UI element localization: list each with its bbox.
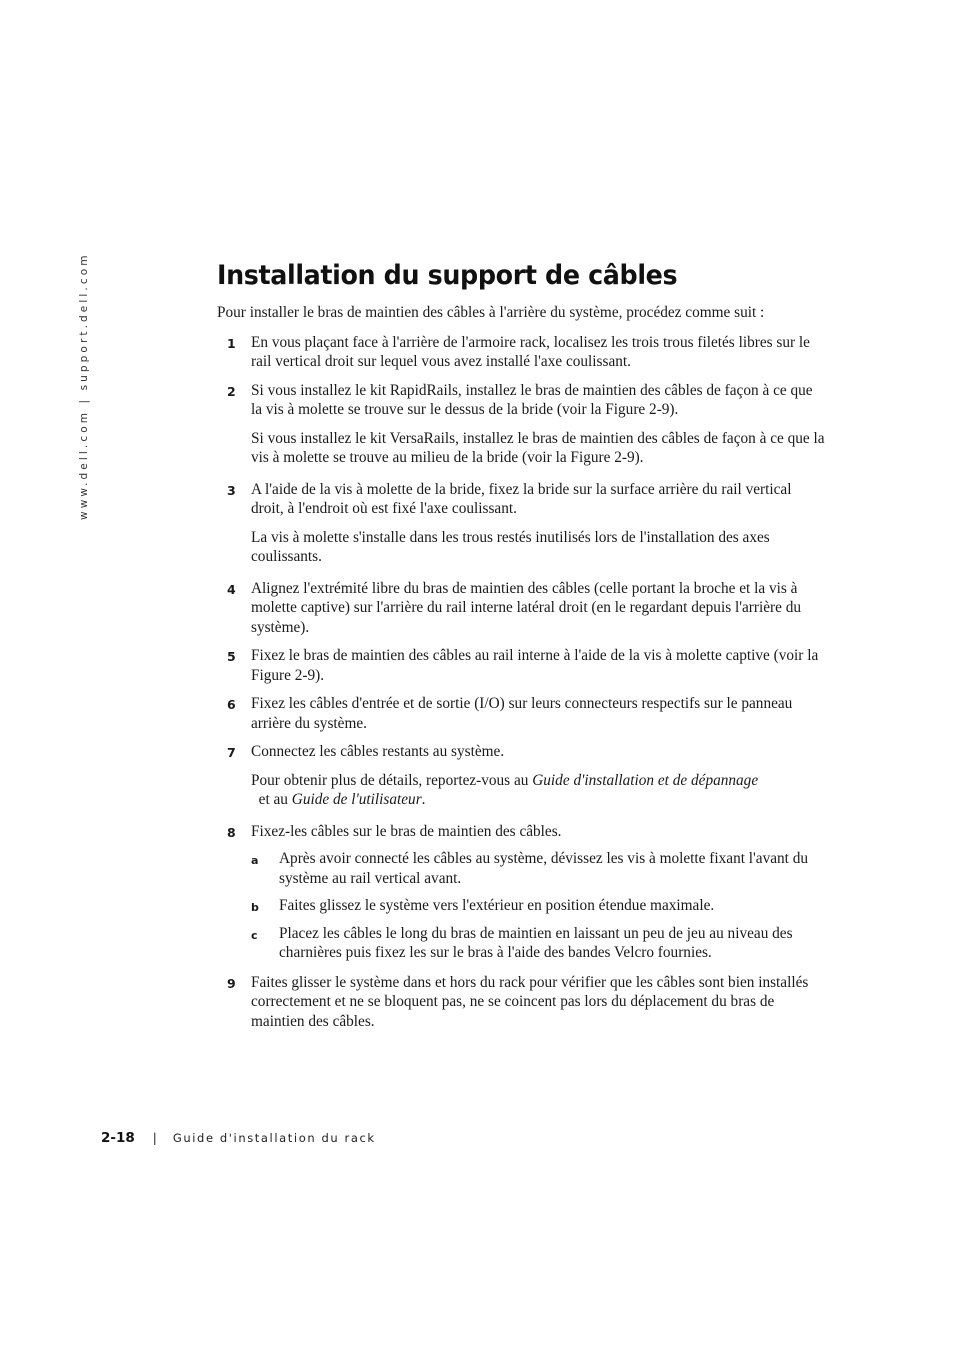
page-number: 2-18: [101, 1130, 135, 1146]
step-number: 3: [227, 482, 236, 498]
substep-letter: c: [251, 928, 258, 942]
step-note: Si vous installez le kit VersaRails, installez le bras de maintien des câbles de façon à ce que la vis à molette se trouve au milieu de la bride (voir la Figure 2-9).: [251, 429, 825, 466]
step-text: Fixez les câbles d'entrée et de sortie (I/O) sur leurs connecteurs respectifs sur le panneau arrière du système.: [251, 695, 793, 732]
step-note: La vis à molette s'installe dans les trous restés inutilisés lors de l'installation des axes coulissants.: [251, 528, 770, 565]
guide-reference-install: Guide d'installation et de dépannage: [532, 771, 759, 789]
step-text: Fixez-les câbles sur le bras de maintien des câbles.: [251, 822, 562, 840]
substep-a: [251, 849, 827, 888]
note-text: Pour obtenir plus de détails, reportez-vous au: [251, 771, 533, 789]
substep-list: [251, 849, 827, 963]
step-1: [217, 333, 827, 372]
step-2: [217, 381, 827, 468]
intro-paragraph: Pour installer le bras de maintien des câbles à l'arrière du système, procédez comme suit :: [217, 304, 765, 321]
substep-c: [251, 924, 827, 963]
step-number: 8: [227, 824, 236, 840]
step-8: [217, 822, 827, 963]
step-text: Fixez le bras de maintien des câbles au rail interne à l'aide de la vis à molette captive (voir la Figure 2-9).: [251, 647, 819, 684]
substep-letter: a: [251, 854, 259, 867]
step-text: En vous plaçant face à l'arrière de l'armoire rack, localisez les trois trous filetés libres sur le rail vertical droit sur lequel vous avez installé l'axe coulissant.: [251, 333, 810, 370]
step-number: 6: [227, 697, 236, 712]
step-text: Si vous installez le kit RapidRails, installez le bras de maintien des câbles de façon à ce que la vis à molette se trouve sur le dessus de la bride (voir la Figure 2-9).: [251, 381, 813, 418]
step-text: Connectez les câbles restants au système.: [251, 743, 505, 760]
substep-text: Placez les câbles le long du bras de maintien en laissant un peu de jeu au niveau des charnières puis fixez les sur le bras à l'aide des bandes Velcro fournies.: [279, 924, 793, 961]
step-number: 9: [227, 975, 236, 991]
guide-reference-user: Guide de l'utilisateur: [291, 791, 422, 808]
step-note: [251, 771, 827, 810]
sidebar-url-text: www.dell.com | support.dell.com: [78, 252, 90, 520]
substep-text: Après avoir connecté les câbles au système, dévissez les vis à molette fixant l'avant du système au rail vertical avant.: [279, 850, 809, 887]
step-3: [217, 480, 827, 567]
substep-letter: b: [251, 901, 259, 914]
step-number: 4: [227, 581, 236, 597]
step-4: [217, 579, 827, 638]
page-footer: [101, 1130, 376, 1146]
guide-title: Guide d'installation du rack: [172, 1131, 376, 1145]
step-6: [217, 694, 827, 733]
step-text: A l'aide de la vis à molette de la bride, fixez la bride sur la surface arrière du rail vertical droit, à l'endroit où est fixé l'axe coulissant.: [251, 480, 792, 517]
step-number: 2: [227, 383, 236, 399]
note-text: et au: [251, 791, 292, 808]
document-body: [217, 303, 827, 1040]
step-number: 7: [227, 745, 236, 760]
step-number: 1: [227, 335, 236, 351]
step-9: [217, 973, 827, 1032]
substep-b: [251, 896, 827, 916]
step-7: [217, 742, 827, 810]
step-text: Faites glisser le système dans et hors du rack pour vérifier que les câbles sont bien installés correctement et ne se bloquent pas, ne se coincent pas lors du déplacement du bras de maintien des câbles.: [251, 973, 809, 1030]
substep-text: Faites glissez le système vers l'extérieur en position étendue maximale.: [279, 897, 715, 914]
step-text: Alignez l'extrémité libre du bras de maintien des câbles (celle portant la broche et la vis à molette captive) sur l'arrière du rail interne latéral droit (en le regardant depuis l'arrière du système).: [251, 579, 801, 636]
section-title: Installation du support de câbles: [217, 260, 678, 291]
step-5: [217, 646, 827, 685]
footer-separator: |: [152, 1131, 157, 1145]
note-text: .: [421, 791, 426, 808]
step-number: 5: [227, 649, 236, 664]
